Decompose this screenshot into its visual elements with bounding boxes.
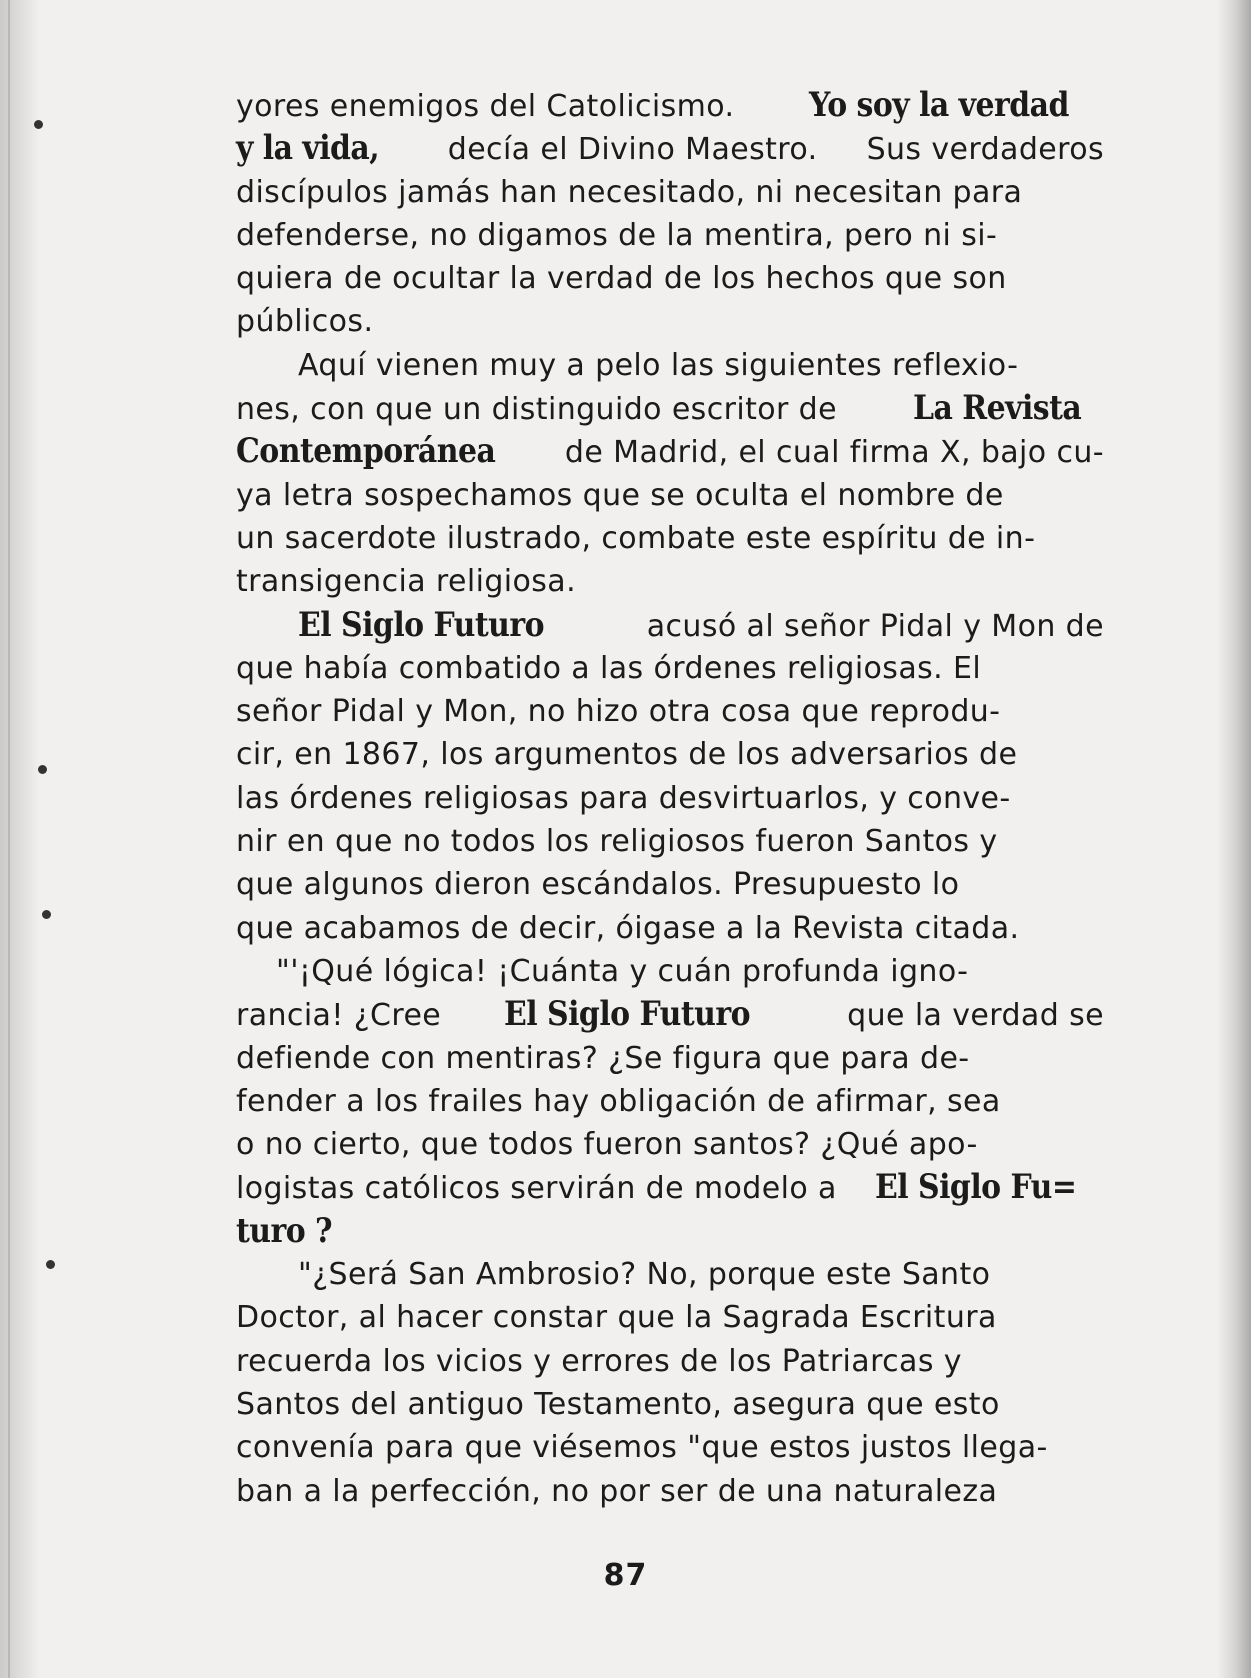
binding-edge xyxy=(8,0,10,1678)
text-line xyxy=(236,300,1104,343)
text-segment: fender a los frailes hay obligación de afirmar, sea xyxy=(236,1083,1001,1119)
text-line xyxy=(236,474,1104,517)
text-segment: Sus verdaderos xyxy=(866,132,1104,168)
publication-title: El Siglo Futuro xyxy=(504,994,751,1035)
text-line xyxy=(236,820,1104,863)
text-segment: acusó al señor Pidal y Mon de xyxy=(646,608,1104,644)
text-line xyxy=(236,1253,1104,1296)
publication-title: La Revista xyxy=(912,388,1082,429)
text-segment: de Madrid, el cual firma X, bajo cu- xyxy=(564,435,1104,471)
publication-title: Contemporánea xyxy=(236,431,496,472)
text-line xyxy=(236,1340,1104,1383)
emphasis-quote: Yo soy la verdad xyxy=(808,85,1069,125)
text-segment: que acabamos de decir, óigase a la Revista citada. xyxy=(236,910,1020,946)
text-segment: cir, en 1867, los argumentos de los adversarios de xyxy=(236,737,1018,773)
publication-title: El Siglo Fu= xyxy=(875,1167,1077,1208)
text-line xyxy=(236,604,1104,647)
text-line xyxy=(236,430,1104,473)
binding-hole-mark xyxy=(34,120,43,129)
text-segment: que la verdad se xyxy=(847,998,1104,1034)
text-segment: yores enemigos del Catolicismo. xyxy=(236,89,735,124)
text-segment: ya letra sospechamos que se oculta el nombre de xyxy=(236,477,1004,513)
text-segment: Doctor, al hacer constar que la Sagrada Escritura xyxy=(236,1300,997,1336)
text-line xyxy=(236,993,1104,1036)
text-segment: que algunos dieron escándalos. Presupuesto lo xyxy=(236,867,960,903)
text-segment: discípulos jamás han necesitado, ni necesitan para xyxy=(236,174,1023,210)
text-line xyxy=(236,387,1104,430)
text-segment: o no cierto, que todos fueron santos? ¿Qué apo- xyxy=(236,1127,978,1163)
text-line xyxy=(236,863,1104,906)
text-line xyxy=(236,690,1104,733)
text-line xyxy=(236,1123,1104,1166)
text-line xyxy=(236,1470,1104,1513)
text-segment: Aquí vienen muy a pelo las siguientes reflexio- xyxy=(298,347,1019,383)
text-segment: nir en que no todos los religiosos fueron Santos y xyxy=(236,824,998,860)
page-number: 87 xyxy=(603,1558,648,1593)
text-line xyxy=(236,517,1104,560)
text-segment: decía el Divino Maestro. xyxy=(447,132,818,168)
text-line xyxy=(236,1426,1104,1469)
text-segment: públicos. xyxy=(236,304,374,340)
text-segment: un sacerdote ilustrado, combate este espíritu de in- xyxy=(236,520,1036,556)
text-segment: transigencia religiosa. xyxy=(236,564,577,600)
binding-hole-mark xyxy=(38,765,47,774)
text-line xyxy=(236,777,1104,820)
text-segment: rancia! ¿Cree xyxy=(236,998,442,1034)
text-line xyxy=(236,171,1104,214)
page-body-text xyxy=(236,84,1104,1513)
left-page-shadow xyxy=(0,0,40,1678)
text-segment: recuerda los vicios y errores de los Patriarcas y xyxy=(236,1343,962,1379)
text-segment: las órdenes religiosas para desvirtuarlos, y conve- xyxy=(236,780,1011,816)
text-segment: ? xyxy=(314,1210,332,1251)
publication-title: El Siglo Futuro xyxy=(298,604,545,645)
text-line xyxy=(236,950,1104,993)
text-line xyxy=(236,257,1104,300)
text-line xyxy=(236,1037,1104,1080)
text-segment: quiera de ocultar la verdad de los hechos que son xyxy=(236,261,1007,297)
text-segment: "¿Será San Ambrosio? No, porque este Santo xyxy=(298,1257,991,1293)
text-line xyxy=(236,1383,1104,1426)
text-line xyxy=(236,647,1104,690)
text-line xyxy=(236,127,1104,170)
emphasis-quote: y la vida, xyxy=(236,128,380,169)
text-segment: Santos del antiguo Testamento, asegura que esto xyxy=(236,1386,1000,1422)
text-line xyxy=(236,1296,1104,1339)
text-segment: defiende con mentiras? ¿Se figura que para de- xyxy=(236,1040,970,1076)
text-segment: ban a la perfección, no por ser de una naturaleza xyxy=(236,1473,998,1509)
text-line xyxy=(236,214,1104,257)
binding-hole-mark xyxy=(42,910,51,919)
binding-hole-mark xyxy=(46,1260,55,1269)
text-line xyxy=(236,344,1104,387)
text-line xyxy=(236,560,1104,603)
text-segment: nes, con que un distinguido escritor de xyxy=(236,392,837,428)
text-segment: señor Pidal y Mon, no hizo otra cosa que reprodu- xyxy=(236,694,1001,730)
text-line xyxy=(236,84,1104,127)
text-line xyxy=(236,1080,1104,1123)
text-line xyxy=(236,1210,1104,1253)
text-segment: "'¡Qué lógica! ¡Cuánta y cuán profunda igno- xyxy=(276,953,969,989)
text-segment: convenía para que viésemos "que estos justos llega- xyxy=(236,1430,1048,1466)
text-segment: defenderse, no digamos de la mentira, pero ni si- xyxy=(236,217,998,253)
text-line xyxy=(236,733,1104,776)
text-segment: logistas católicos servirán de modelo a xyxy=(236,1171,837,1207)
right-page-shadow xyxy=(1217,0,1251,1678)
publication-title: turo xyxy=(236,1210,306,1251)
text-line xyxy=(236,1166,1104,1209)
text-line xyxy=(236,907,1104,950)
text-segment: que había combatido a las órdenes religiosas. El xyxy=(236,650,982,686)
